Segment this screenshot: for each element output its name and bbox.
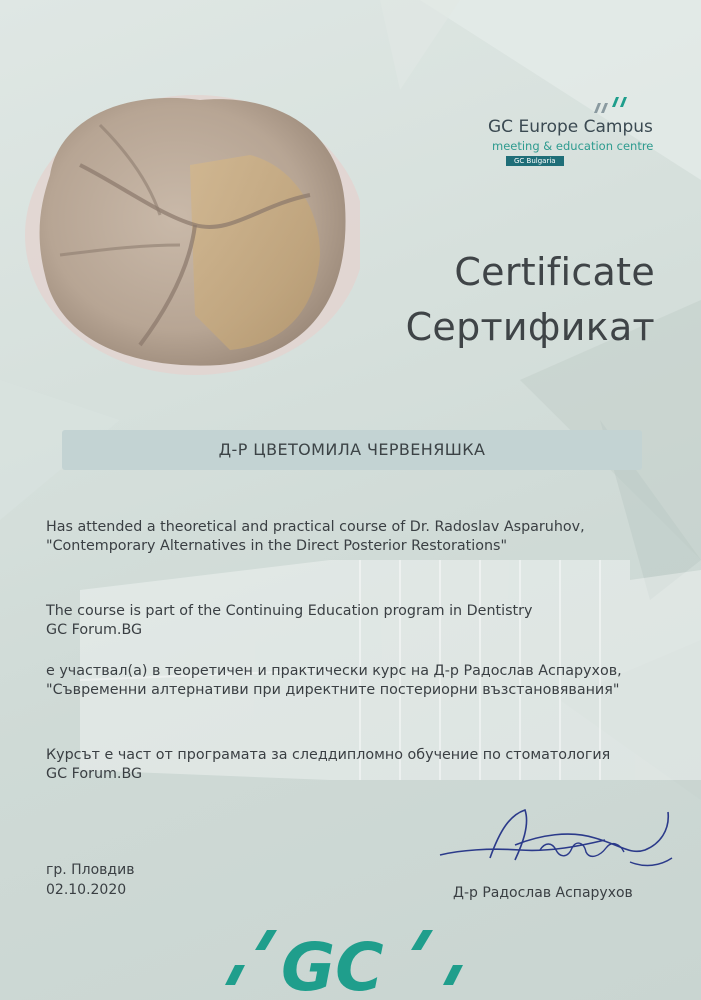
date: 02.10.2020 (46, 882, 127, 898)
tooth-photo (20, 85, 360, 375)
body-bg-line-2: "Съвременни алтернативи при директните постериорни възстановявания" (46, 682, 620, 698)
city: гр. Пловдив (46, 862, 135, 878)
body-en-line-3: The course is part of the Continuing Education program in Dentistry (46, 603, 533, 619)
gc-logo-icon (215, 920, 485, 1000)
logo-bars-icon (592, 95, 632, 115)
body-en-line-4: GC Forum.BG (46, 622, 143, 638)
body-bg-line-1: е участвал(а) в теоретичен и практически курс на Д-р Радослав Аспарухов, (46, 663, 622, 679)
body-en-line-1: Has attended a theoretical and practical course of Dr. Radoslav Asparuhov, (46, 519, 585, 535)
recipient-name: Д-Р ЦВЕТОМИЛА ЧЕРВЕНЯШКА (218, 440, 486, 459)
place-date (46, 860, 134, 900)
brand-badge: GC Bulgaria (506, 156, 564, 166)
signer-name: Д-р Радослав Аспарухов (453, 885, 633, 901)
recipient-bar (62, 430, 642, 470)
body-en-line-2: "Contemporary Alternatives in the Direct Posterior Restorations" (46, 538, 508, 554)
gc-logo-text: GC (281, 929, 384, 1000)
certificate-title-bg: Сертификат (405, 305, 655, 349)
body-bg-line-3: Курсът е част от програмата за следдипломно обучение по стоматология (46, 747, 611, 763)
brand-title: GC Europe Campus (488, 117, 653, 137)
gc-europe-campus-logo (470, 95, 670, 175)
signature-image (430, 800, 680, 880)
body-bg-line-4: GC Forum.BG (46, 766, 143, 782)
certificate-title-en: Certificate (454, 250, 655, 294)
brand-subtitle: meeting & education centre (492, 139, 654, 153)
